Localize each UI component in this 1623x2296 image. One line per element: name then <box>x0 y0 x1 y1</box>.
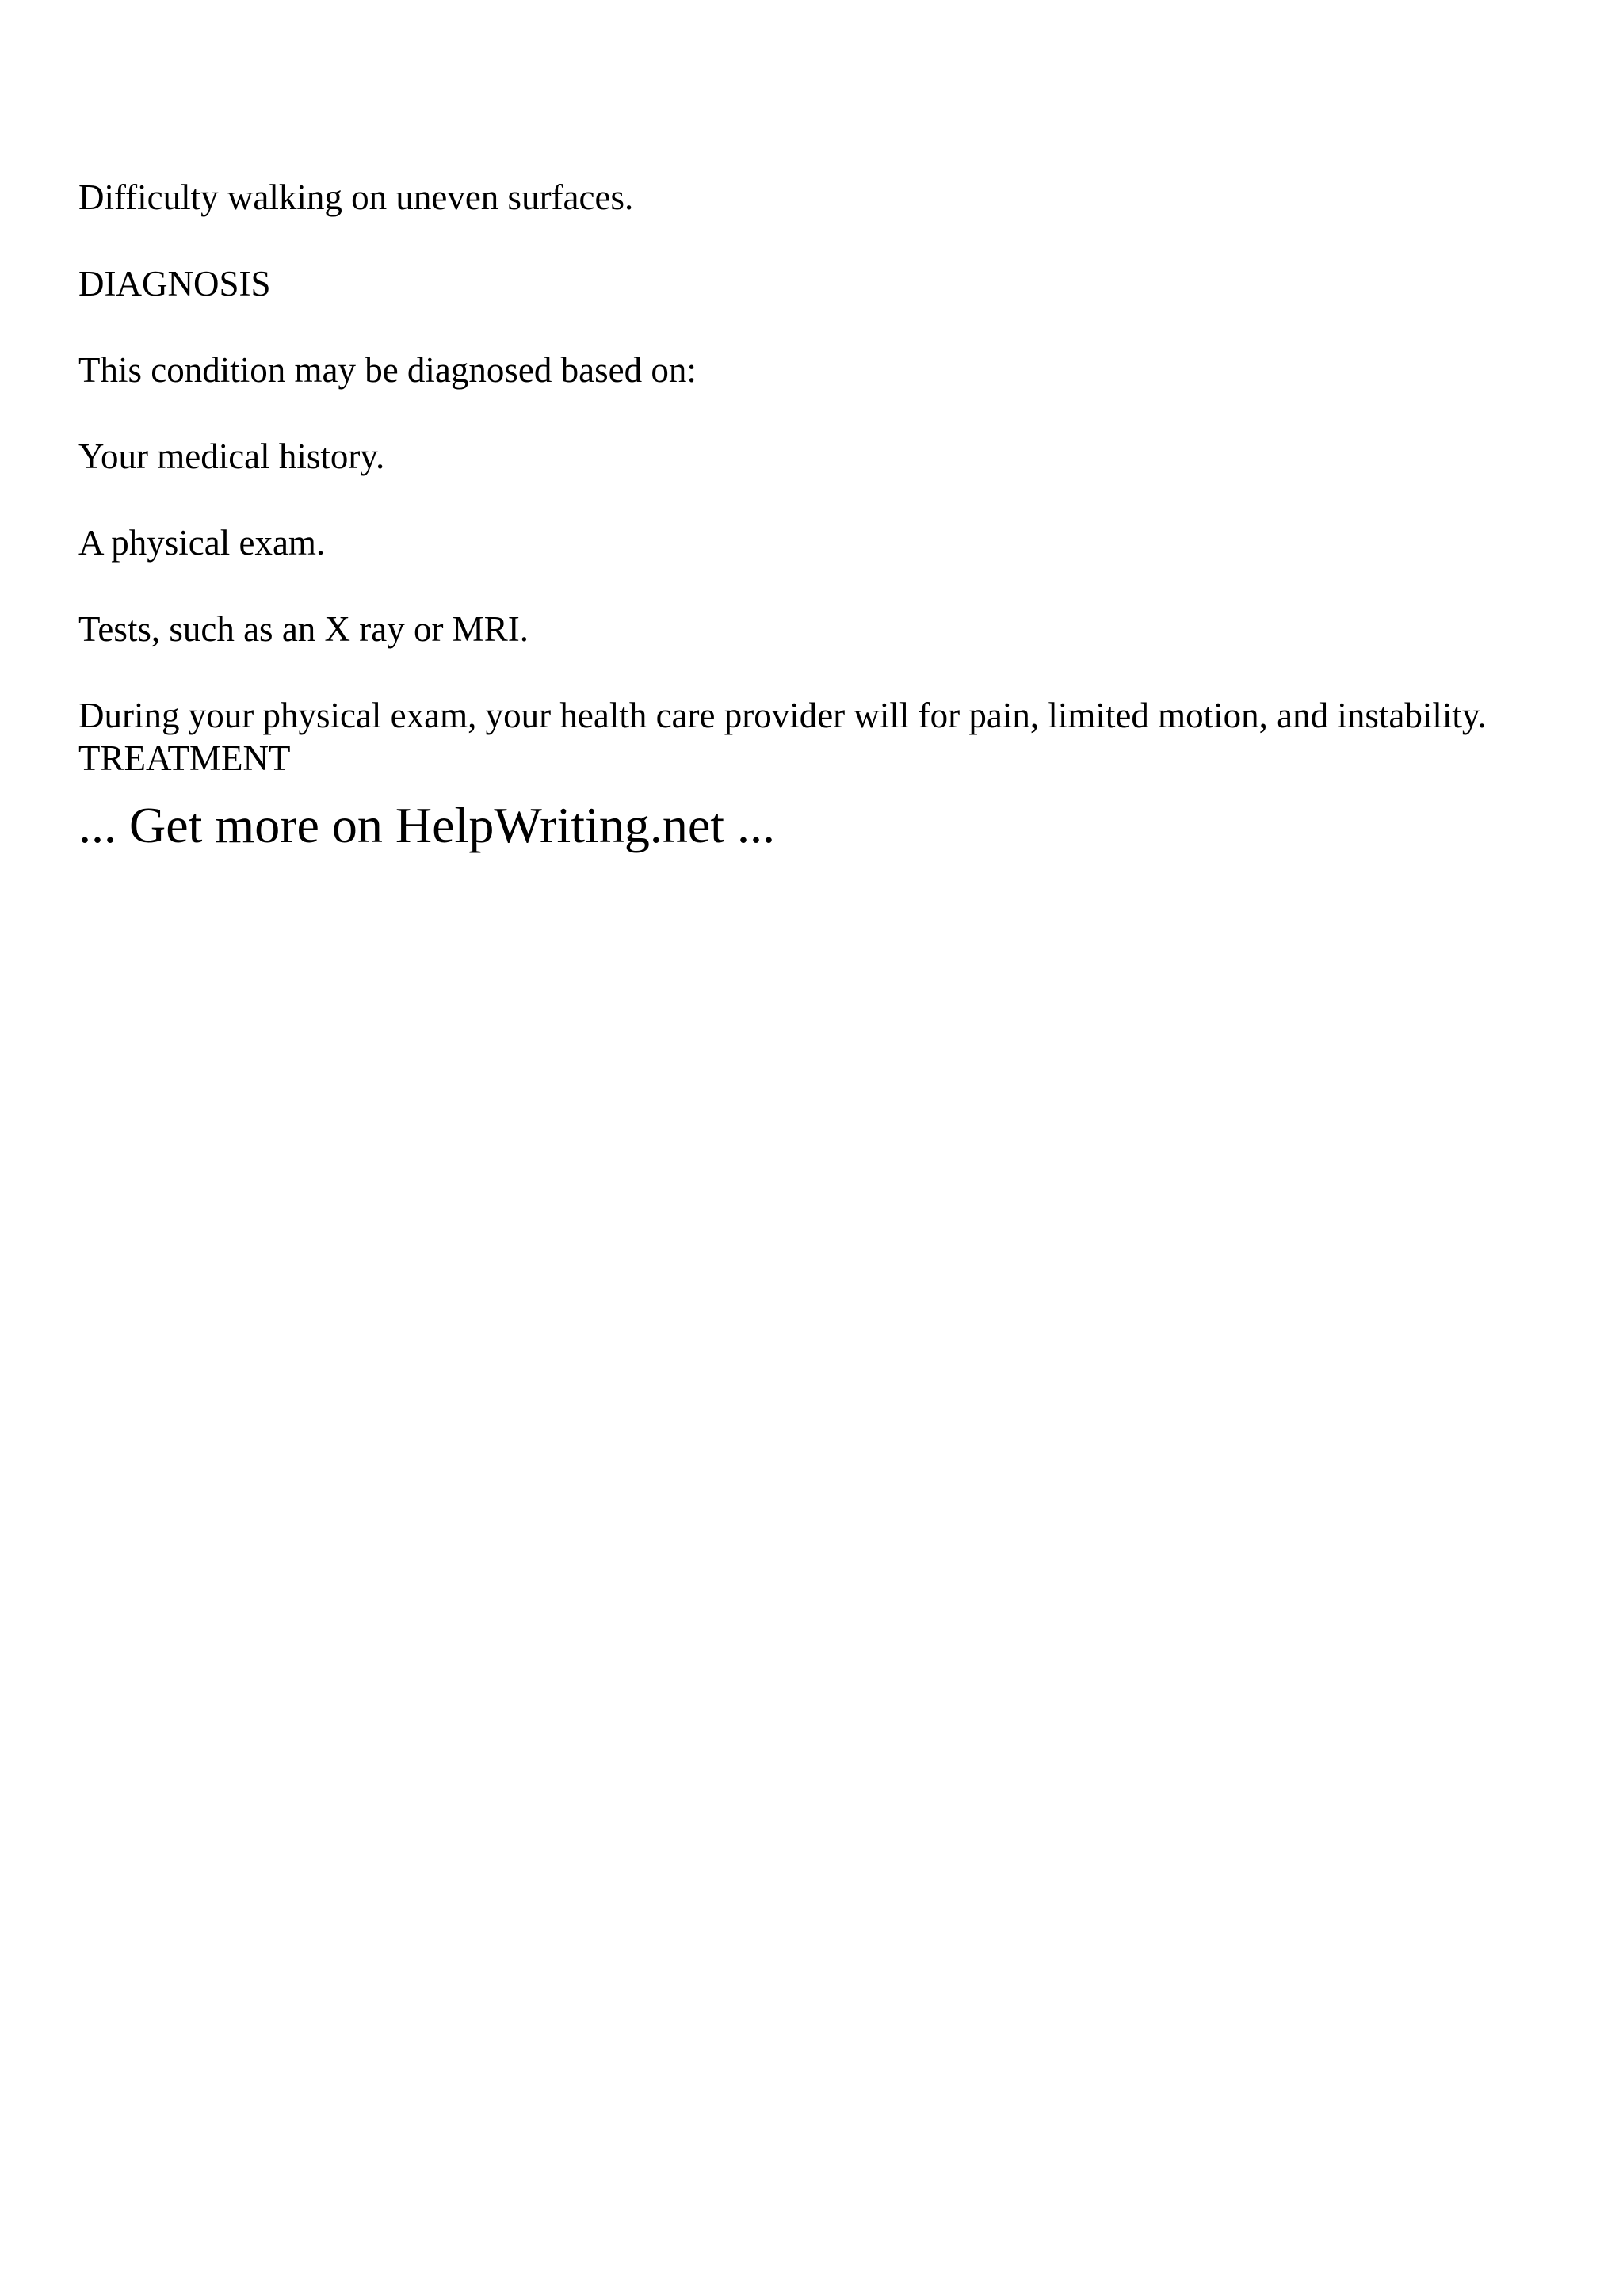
section-heading-diagnosis: DIAGNOSIS <box>78 264 271 303</box>
paragraph-tests: Tests, such as an X ray or MRI. <box>78 609 529 649</box>
paragraph-symptom: Difficulty walking on uneven surfaces. <box>78 177 634 217</box>
paragraph-exam-details: During your physical exam, your health care provider will for pain, limited motion, and instability. <box>78 696 1487 735</box>
paragraph-medical-history: Your medical history. <box>78 437 385 476</box>
document-body <box>78 176 1584 856</box>
get-more-link[interactable]: ... Get more on HelpWriting.net ... <box>78 797 775 853</box>
section-heading-treatment: TREATMENT <box>78 738 291 778</box>
paragraph-diagnosis-intro: This condition may be diagnosed based on: <box>78 350 697 390</box>
paragraph-physical-exam: A physical exam. <box>78 523 326 563</box>
